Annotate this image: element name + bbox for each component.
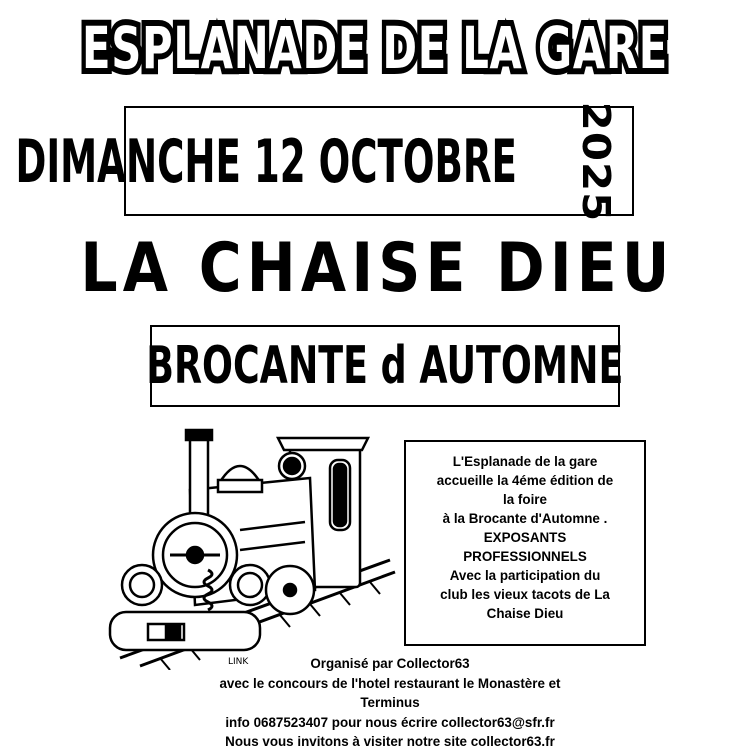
steam-locomotive-icon [100,420,400,670]
sponsor-line-cont: Terminus [360,695,420,710]
info-line: PROFESSIONNELS [463,549,587,564]
event-title-box [146,325,624,407]
info-line: accueille la 4éme édition de [436,473,614,488]
info-box [404,440,646,646]
info-line: club les vieux tacots de La [440,587,610,602]
organizer-line: Organisé par Collector63 [310,656,470,671]
event-title: BROCANTE d AUTOMNE [146,336,624,396]
contact-line: info 0687523407 pour nous écrire collector63@sfr.fr [225,714,555,730]
artist-signature: LINK [228,657,249,667]
event-year [568,101,624,223]
info-line: EXPOSANTS [483,530,567,545]
event-year-text: 2025 [574,101,619,223]
city-title [79,226,675,312]
info-line: L'Esplanade de la gare [452,454,598,469]
sponsor-line: avec le concours de l'hotel restaurant le Monastère et [219,675,561,691]
event-date-text: DIMANCHE 12 OCTOBRE [15,127,517,197]
website-line: Nous vous invitons à visiter notre site collector63.fr [225,734,555,749]
date-box [15,101,634,223]
info-line: à la Brocante d'Automne . [442,511,608,526]
city-title-text: LA CHAISE DIEU [79,229,675,308]
info-line: Avec la participation du [449,568,601,583]
event-date [15,116,517,208]
info-line: Chaise Dieu [486,606,564,621]
banner-title [81,4,669,92]
footer-info [150,654,630,752]
banner-title-text: ESPLANADE DE LA GARE [81,14,669,82]
info-line: la foire [503,492,547,507]
